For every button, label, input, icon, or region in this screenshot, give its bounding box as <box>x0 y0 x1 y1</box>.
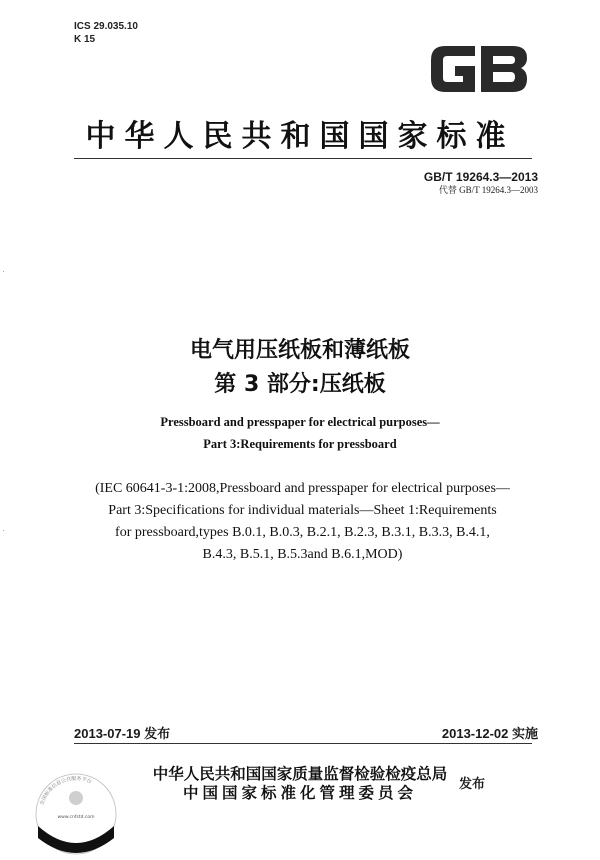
footer-divider <box>74 743 532 744</box>
margin-tick: · <box>2 525 5 535</box>
margin-tick: · <box>2 266 5 276</box>
chinese-title-line1: 电气用压纸板和薄纸板 <box>189 338 410 363</box>
seal-emblem-icon <box>69 791 83 805</box>
seal-dark-band <box>38 826 114 853</box>
standard-number: GB/T 19264.3—2013 <box>423 170 538 184</box>
ccs-code: K 15 <box>74 34 96 45</box>
english-title-line2: Part 3:Requirements for pressboard <box>203 437 397 451</box>
adoption-line2: Part 3:Specifications for individual materials—Sheet 1:Requirements <box>108 503 497 518</box>
issue-date: 2013-07-19 发布 <box>74 726 171 741</box>
platform-seal <box>30 768 122 860</box>
english-title-line1: Pressboard and presspaper for electrical purposes— <box>160 415 440 429</box>
adoption-line4: B.4.3, B.5.1, B.5.3and B.6.1,MOD) <box>202 547 403 562</box>
issue-label: 发布 <box>459 777 486 792</box>
header-divider <box>74 158 532 159</box>
gb-logo-g <box>431 46 475 92</box>
replaces-standard: 代替 GB/T 19264.3—2003 <box>438 185 538 195</box>
issuer-aqsiq: 中华人民共和国国家质量监督检验检疫总局 <box>152 764 448 783</box>
adoption-line3: for pressboard,types B.0.1, B.0.3, B.2.1, B.2.3, B.3.1, B.3.3, B.4.1, <box>115 525 490 540</box>
svg-text:全国标准信息公共服务平台 <box>38 775 93 806</box>
national-standard-title: 中华人民共和国国家标准 <box>85 119 515 154</box>
adoption-line1: (IEC 60641-3-1:2008,Pressboard and presspaper for electrical purposes— <box>95 481 510 496</box>
seal-url: www.cnfstd.com <box>57 815 95 820</box>
seal-ring-text: 全国标准信息公共服务平台 <box>39 775 93 807</box>
issuer-sac: 中国国家标准化管理委员会 <box>182 783 417 802</box>
chinese-title-line2: 第 3 部分:压纸板 <box>214 372 386 397</box>
ics-code: ICS 29.035.10 <box>74 21 138 32</box>
effective-date: 2013-12-02 实施 <box>441 726 538 741</box>
classification-codes <box>74 20 138 46</box>
gb-logo-b <box>481 46 527 92</box>
gb-logo <box>427 40 531 98</box>
adoption-statement <box>80 478 525 566</box>
